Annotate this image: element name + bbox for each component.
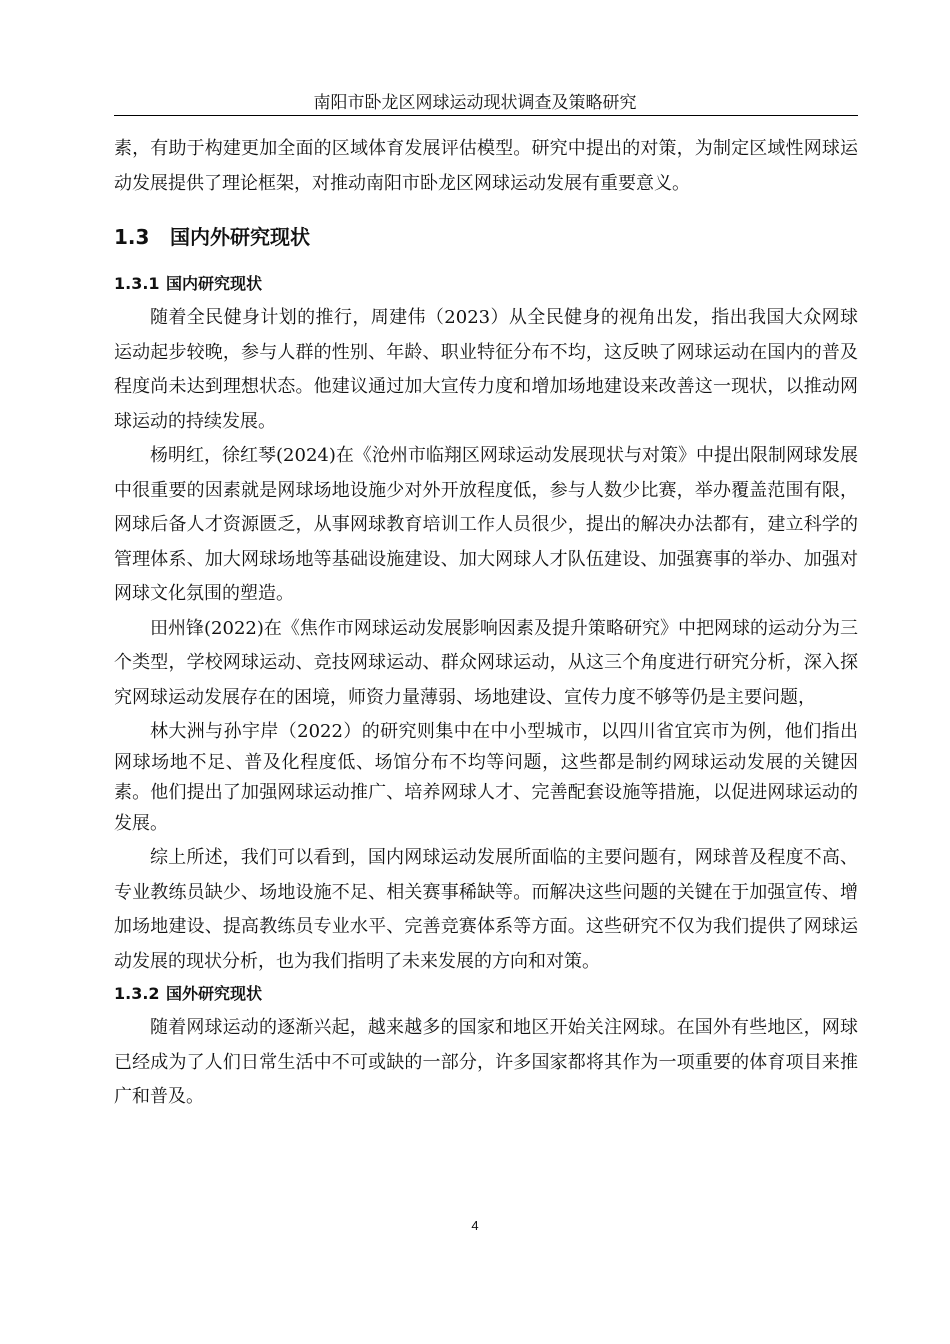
domestic-summary-paragraph: 综上所述，我们可以看到，国内网球运动发展所面临的主要问题有，网球普及程度不高、专业教练员缺少、场地设施不足、相关赛事稀缺等。而解决这些问题的关键在于加强宣传、增加场地建设、提高教练员专业水平、完善竞赛体系等方面。这些研究不仅为我们提供了网球运动发展的现状分析，也为我们指明了未来发展的方向和对策。 [114,847,858,972]
subsection-heading-1-3-1 [114,271,858,297]
foreign-paragraph-1: 随着网球运动的逐渐兴起，越来越多的国家和地区开始关注网球。在国外有些地区，网球已经成为了人们日常生活中不可或缺的一部分，许多国家都将其作为一项重要的体育项目来推广和普及。 [114,1017,858,1107]
running-header-title: 南阳市卧龙区网球运动现状调查及策略研究 [313,93,637,113]
section-title: 国内外研究现状 [170,225,310,249]
subsection-number: 1.3.2 [114,984,160,1003]
page-body [114,132,858,1115]
section-number: 1.3 [114,225,150,249]
subsection-heading-1-3-2 [114,981,858,1007]
subsection-title: 国外研究现状 [166,984,263,1003]
subsection-title: 国内研究现状 [166,274,263,293]
domestic-paragraph-2: 杨明红，徐红琴(2024)在《沧州市临翔区网球运动发展现状与对策》中提出限制网球发展中很重要的因素就是网球场地设施少对外开放程度低，参与人数少比赛，举办覆盖范围有限，网球后备人才资源匮乏，从事网球教育培训工作人员很少，提出的解决办法都有，建立科学的管理体系、加大网球场地等基础设施建设、加大网球人才队伍建设、加强赛事的举办、加强对网球文化氛围的塑造。 [114,445,858,604]
page-number: 4 [471,1218,479,1233]
domestic-paragraph-1: 随着全民健身计划的推行，周建伟（2023）从全民健身的视角出发，指出我国大众网球运动起步较晚，参与人群的性别、年龄、职业特征分布不均，这反映了网球运动在国内的普及程度尚未达到理想状态。他建议通过加大宣传力度和增加场地建设来改善这一现状，以推动网球运动的持续发展。 [114,307,858,432]
domestic-paragraph-4: 林大洲与孙宇岸（2022）的研究则集中在中小型城市，以四川省宜宾市为例，他们指出网球场地不足、普及化程度低、场馆分布不均等问题，这些都是制约网球运动发展的关键因素。他们提出了加强网球运动推广、培养网球人才、完善配套设施等措施，以促进网球运动的发展。 [114,721,858,834]
intro-paragraph: 素，有助于构建更加全面的区域体育发展评估模型。研究中提出的对策，为制定区域性网球运动发展提供了理论框架，对推动南阳市卧龙区网球运动发展有重要意义。 [114,138,858,194]
section-heading-1-3 [114,223,858,251]
domestic-paragraph-3: 田州锋(2022)在《焦作市网球运动发展影响因素及提升策略研究》中把网球的运动分为三个类型，学校网球运动、竞技网球运动、群众网球运动，从这三个角度进行研究分析，深入探究网球运动发展存在的困境，师资力量薄弱、场地建设、宣传力度不够等仍是主要问题， [114,617,858,708]
subsection-number: 1.3.1 [114,274,160,293]
header-divider [114,115,858,116]
